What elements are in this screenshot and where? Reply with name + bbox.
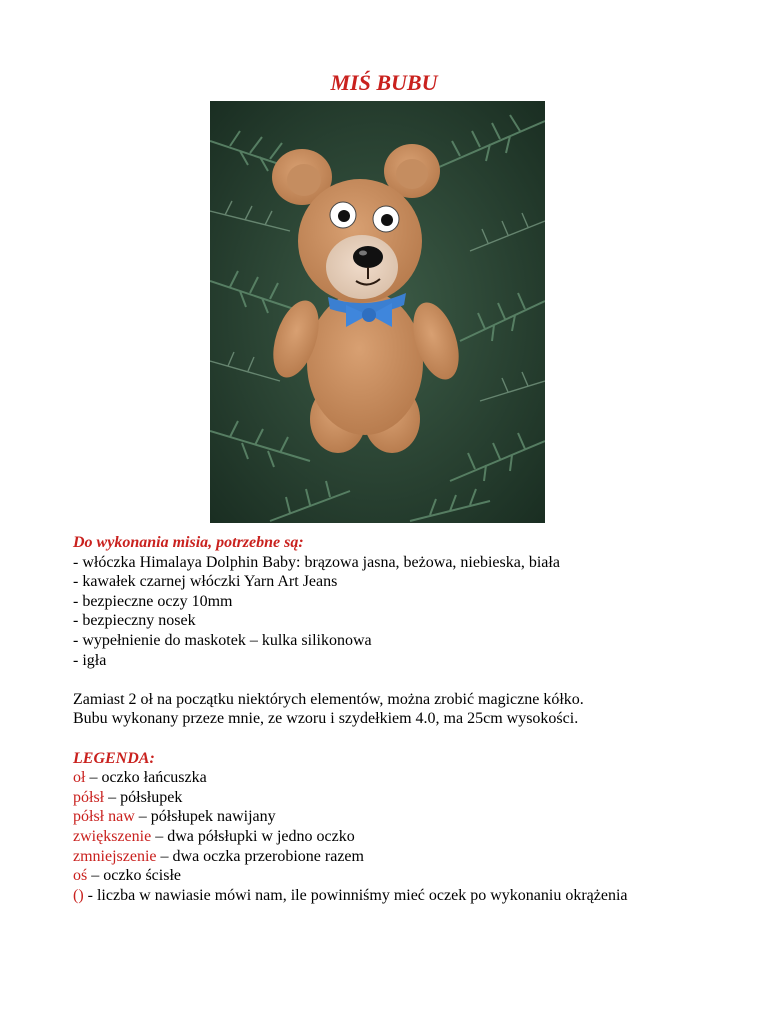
legend-item — [73, 886, 713, 906]
note-line: Bubu wykonany przeze mnie, ze wzoru i szydełkiem 4.0, ma 25cm wysokości. — [73, 710, 579, 728]
legend-item — [73, 866, 713, 886]
materials-item: - bezpieczne oczy 10mm — [73, 592, 233, 610]
legend-item — [73, 847, 713, 867]
materials-item: - wypełnienie do maskotek – kulka silikonowa — [73, 631, 372, 649]
legend-term: oł — [73, 769, 86, 787]
legend-term: zwiększenie — [73, 827, 152, 845]
page-title: MIŚ BUBU — [330, 70, 438, 95]
bear-photo — [210, 101, 545, 523]
legend-item — [73, 788, 713, 808]
legend-desc: – dwa półsłupki w jedno oczko — [151, 827, 355, 845]
materials-item: - włóczka Himalaya Dolphin Baby: brązowa jasna, beżowa, niebieska, biała — [73, 553, 560, 571]
legend-term: półsł naw — [73, 808, 135, 826]
pattern-text — [73, 533, 713, 905]
materials-heading: Do wykonania misia, potrzebne są: — [73, 534, 304, 551]
legend-desc: – dwa oczka przerobione razem — [156, 847, 364, 865]
legend-item — [73, 768, 713, 788]
legend-term: półsł — [73, 788, 105, 806]
legend-item — [73, 827, 713, 847]
materials-item: - igła — [73, 651, 107, 669]
legend-heading: LEGENDA: — [73, 749, 155, 767]
legend-term: zmniejszenie — [73, 847, 157, 865]
materials-item: - kawałek czarnej włóczki Yarn Art Jeans — [73, 573, 338, 591]
legend-desc: – oczko łańcuszka — [85, 769, 207, 787]
legend-desc: - liczba w nawiasie mówi nam, ile powinniśmy mieć oczek po wykonaniu okrążenia — [83, 886, 628, 904]
note-line: Zamiast 2 oł na początku niektórych elementów, można zrobić magiczne kółko. — [73, 690, 584, 708]
legend-desc: – oczko ścisłe — [87, 867, 181, 885]
legend-item — [73, 807, 713, 827]
legend-term: () — [73, 886, 84, 904]
legend-desc: – półsłupek nawijany — [134, 808, 276, 826]
legend-desc: – półsłupek — [104, 788, 183, 806]
materials-item: - bezpieczny nosek — [73, 612, 196, 630]
legend-term: oś — [73, 867, 88, 885]
